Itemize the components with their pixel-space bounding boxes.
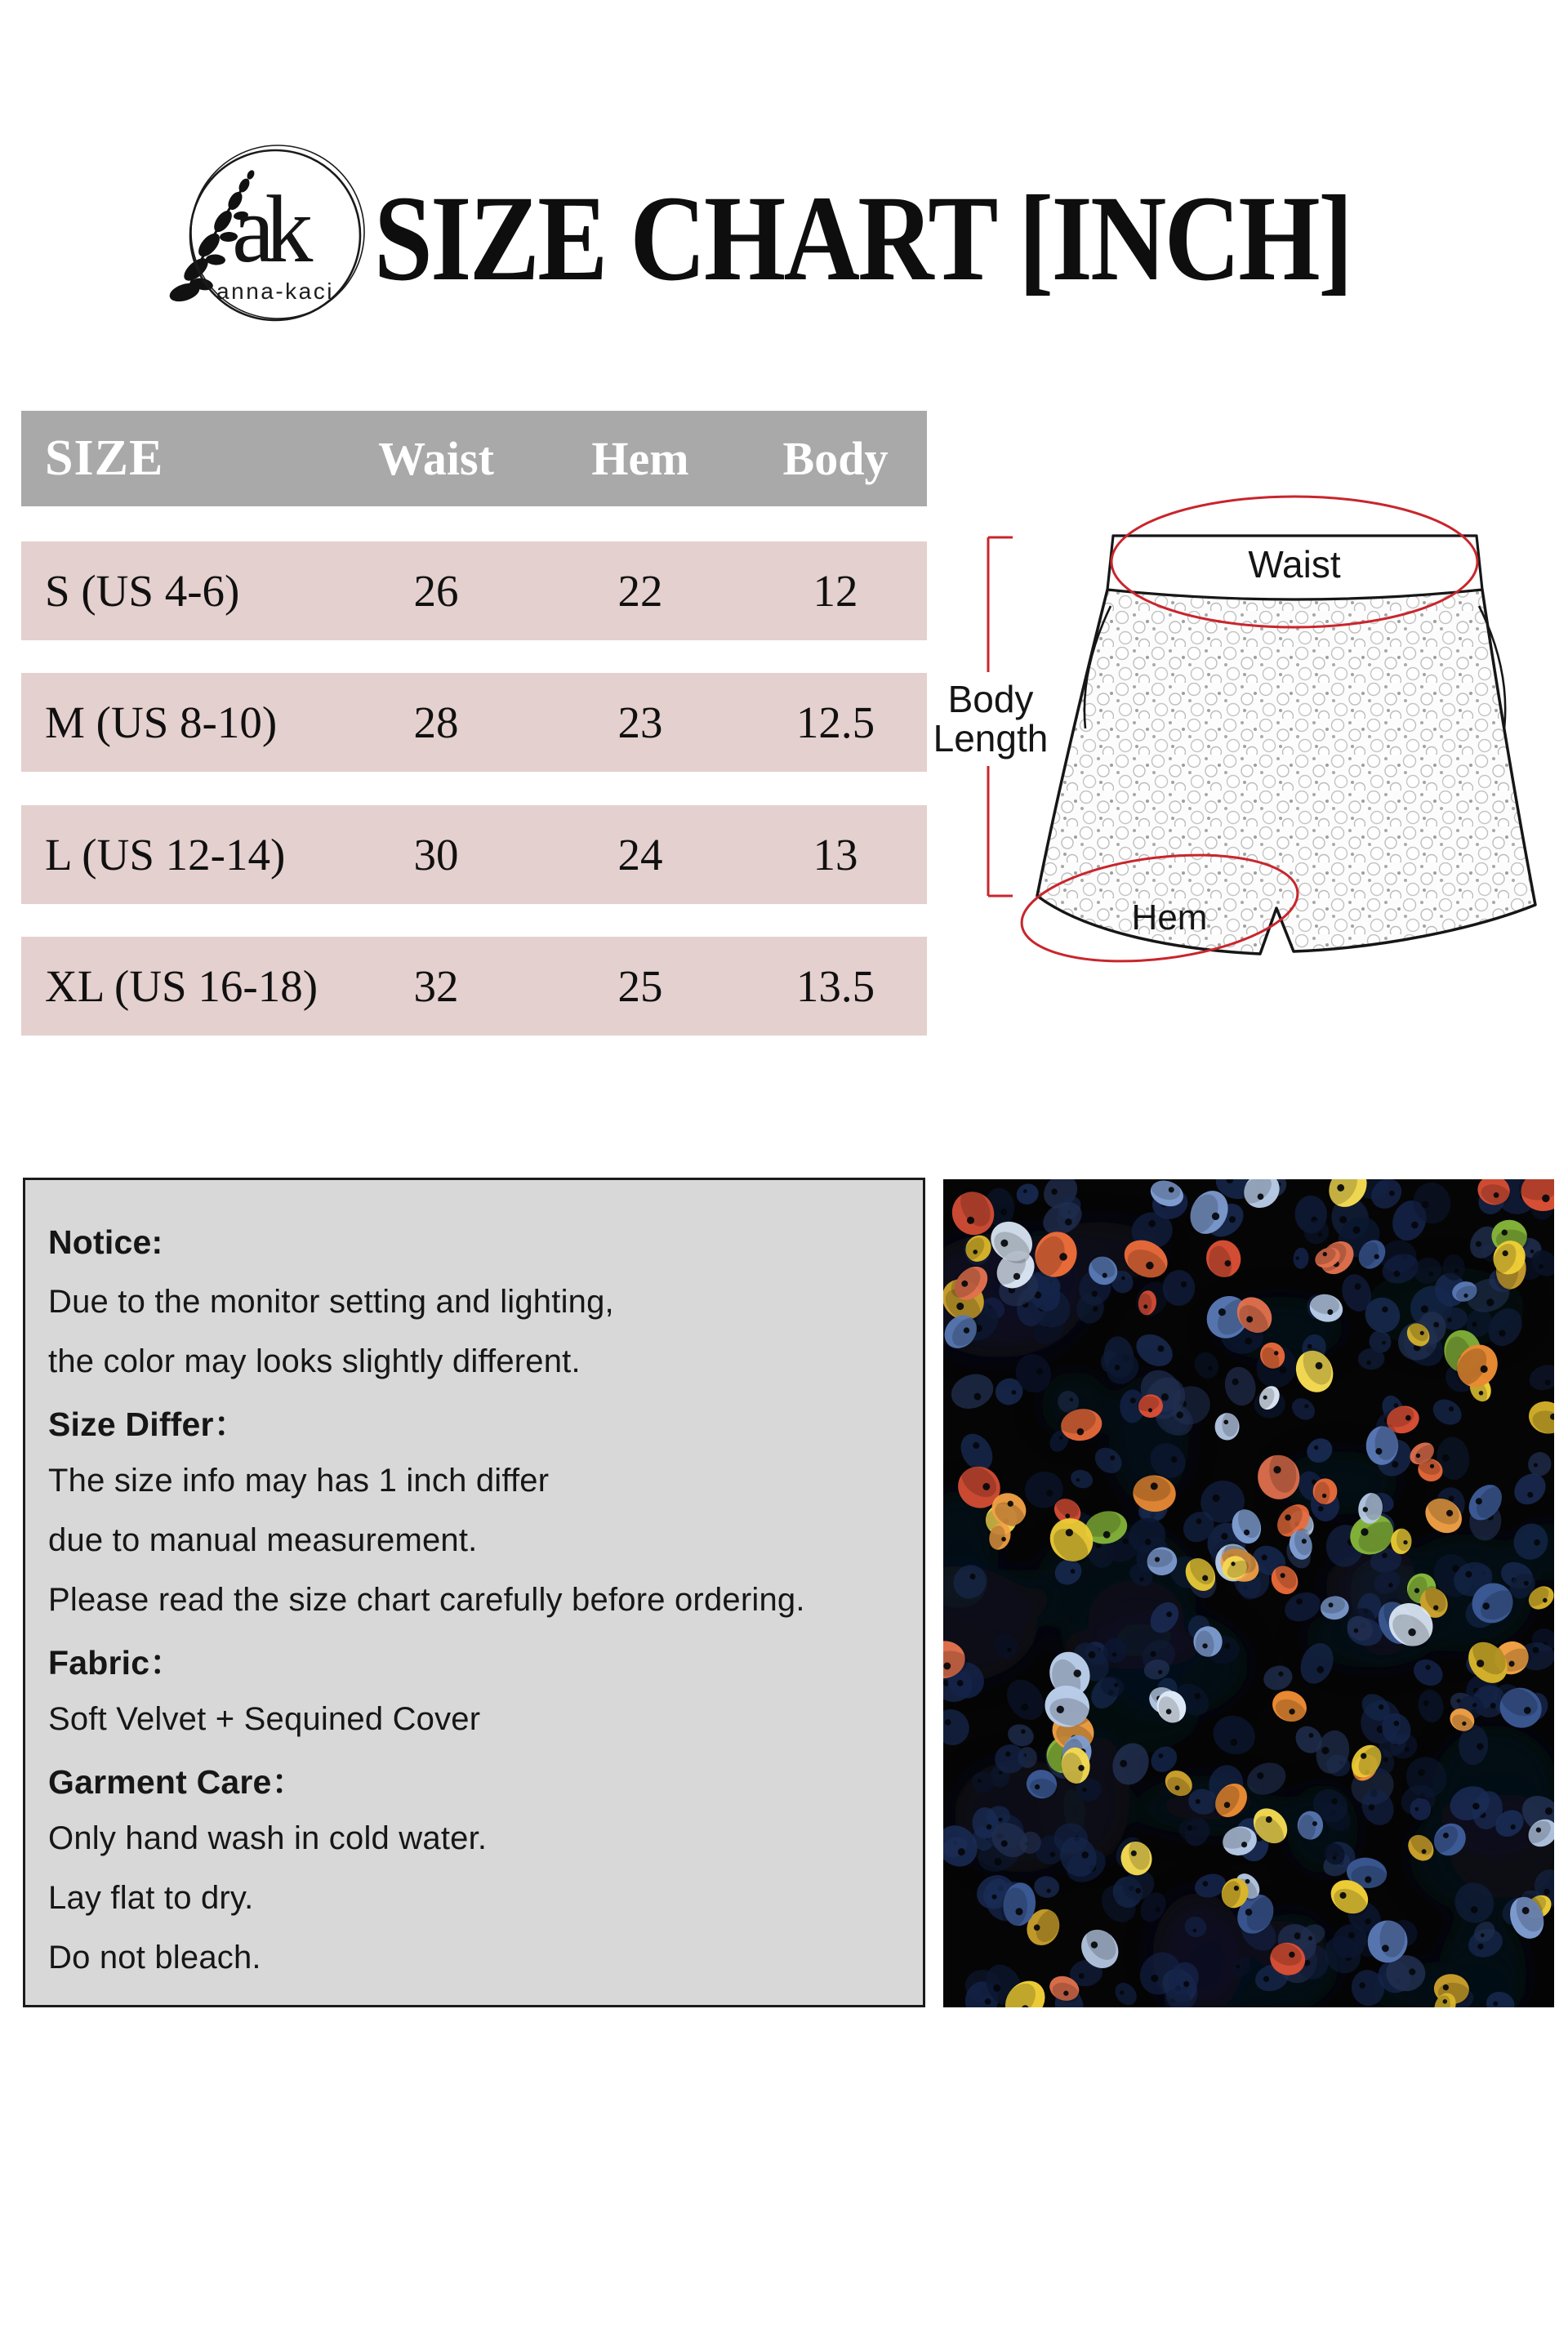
waist-value: 30 (413, 830, 459, 880)
notice-text: Do not bleach. (48, 1940, 261, 1976)
size-label: L (US 12-14) (45, 830, 286, 880)
table-row (21, 541, 927, 640)
brand-logo (160, 139, 382, 341)
waist-value: 28 (413, 697, 459, 747)
notice-heading: Notice: (48, 1223, 163, 1261)
notice-text: Lay flat to dry. (48, 1880, 254, 1916)
shorts-outline (1037, 590, 1535, 954)
notice-text: the color may looks slightly different. (48, 1343, 581, 1379)
notice-text: Only hand wash in cold water. (48, 1820, 488, 1856)
notice-text: Due to the monitor setting and lighting, (48, 1284, 614, 1320)
logo-monogram: ak (232, 176, 304, 283)
shorts-measurement-diagram (931, 490, 1568, 996)
body-value: 13.5 (795, 961, 875, 1011)
hem-value: 23 (617, 697, 663, 747)
fabric-closeup-photo (943, 1179, 1554, 2007)
column-header-waist: Waist (378, 432, 494, 485)
hem-value: 22 (617, 566, 663, 616)
body-value: 12 (813, 566, 858, 616)
garment-care-heading: Garment Care： (48, 1763, 305, 1801)
hem-label: Hem (1131, 898, 1208, 938)
body-length-label-line1: Body (947, 678, 1034, 720)
table-row (21, 805, 927, 904)
page-title: SIZE CHART [INCH] (374, 171, 1352, 306)
sequin-fabric-render (943, 1179, 1554, 2007)
body-value: 13 (813, 830, 858, 880)
size-label: M (US 8-10) (45, 697, 278, 747)
hem-value: 25 (617, 961, 663, 1011)
column-header-body: Body (782, 432, 889, 485)
waist-value: 32 (413, 961, 459, 1011)
size-differ-heading: Size Differ： (48, 1405, 247, 1443)
hem-value: 24 (617, 830, 663, 880)
table-row (21, 937, 927, 1036)
table-row (21, 673, 927, 772)
notice-text: Soft Velvet + Sequined Cover (48, 1701, 481, 1737)
notice-text: The size info may has 1 inch differ (48, 1463, 550, 1499)
table-header-row (21, 411, 927, 506)
body-value: 12.5 (795, 697, 875, 747)
column-header-size: SIZE (45, 430, 164, 486)
waist-label: Waist (1248, 543, 1341, 586)
fabric-heading: Fabric： (48, 1644, 184, 1682)
notice-text: due to manual measurement. (48, 1522, 478, 1558)
column-header-hem: Hem (591, 432, 689, 485)
size-label: S (US 4-6) (45, 566, 240, 616)
waist-value: 26 (413, 566, 459, 616)
body-length-label-line2: Length (933, 717, 1049, 760)
notice-box (23, 1178, 925, 2007)
size-label: XL (US 16-18) (45, 961, 318, 1011)
logo-brand-name: anna-kaci (216, 278, 334, 304)
notice-text: Please read the size chart carefully before ordering. (48, 1582, 805, 1618)
